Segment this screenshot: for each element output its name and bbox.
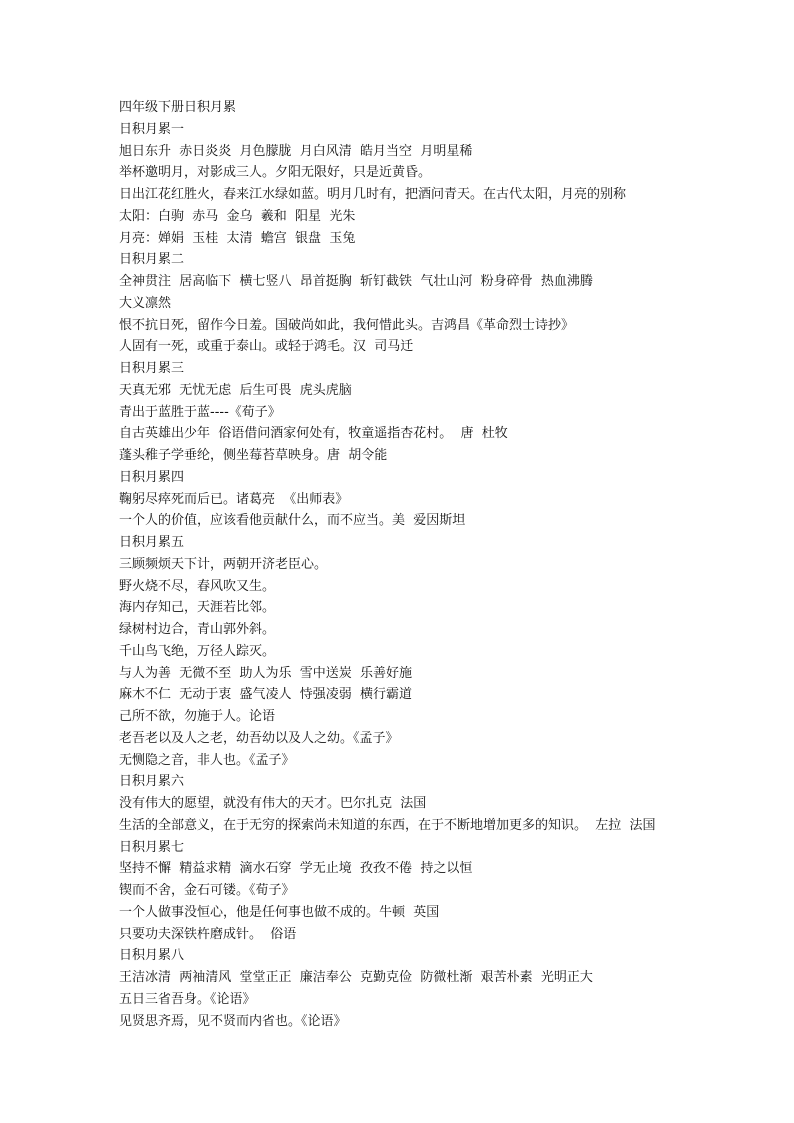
text-line: 一个人做事没恒心，他是任何事也做不成的。牛顿 英国 [119,904,440,920]
text-line: 麻木不仁 无动于衷 盛气凌人 恃强凌弱 横行霸道 [119,687,413,703]
text-line: 野火烧不尽，春风吹又生。 [119,578,276,594]
text-line: 没有伟大的愿望，就没有伟大的天才。巴尔扎克 法国 [119,796,427,811]
text-line: 自古英雄出少年 俗语借问酒家何处有，牧童遥指杏花村。 唐 杜牧 [119,426,508,442]
text-line: 千山鸟飞绝，万径人踪灭。 [119,643,276,659]
text-line: 大义凛然 [119,295,172,311]
text-line: 青出于蓝胜于蓝----《荀子》 [119,404,281,420]
text-line: 旭日东升 赤日炎炎 月色朦胧 月白风清 皓月当空 月明星稀 [119,143,473,159]
text-line: 与人为善 无微不至 助人为乐 雪中送炭 乐善好施 [119,665,413,681]
text-line: 只要功夫深铁杵磨成针。 俗语 [119,926,297,942]
text-line: 鞠躬尽瘁死而后已。诸葛亮 《出师表》 [119,491,349,507]
text-line: 举杯邀明月，对影成三人。夕阳无限好，只是近黄昏。 [119,165,432,181]
text-line: 人固有一死，或重于泰山。或轻于鸿毛。汉 司马迁 [119,339,414,355]
text-line: 绿树村边合，青山郭外斜。 [119,622,276,637]
text-line: 见贤思齐焉，见不贤而内省也。《论语》 [119,1013,347,1029]
text-line: 三顾频烦天下计，两朝开济老臣心。 [119,556,328,572]
text-line: 己所不欲，勿施于人。论语 [119,709,276,724]
section-heading: 日积月累五 [119,535,185,550]
text-line: 一个人的价值，应该看他贡献什么，而不应当。美 爱因斯坦 [119,513,466,529]
text-line: 五日三省吾身。《论语》 [119,991,256,1007]
text-line: 月亮：婵娟 玉桂 太清 蟾宫 银盘 玉兔 [119,230,356,246]
text-line: 天真无邪 无忧无虑 后生可畏 虎头虎脑 [119,382,352,398]
section-heading: 日积月累一 [119,121,185,137]
text-line: 王洁冰清 两袖清风 堂堂正正 廉洁奉公 克勤克俭 防微杜渐 艰苦朴素 光明正大 [119,970,593,985]
text-line: 蓬头稚子学垂纶，侧坐莓苔草映身。唐 胡令能 [119,448,388,463]
section-heading: 日积月累二 [119,252,185,268]
text-line: 日出江花红胜火，春来江水绿如蓝。明月几时有，把酒问青天。在古代太阳，月亮的别称 [119,187,627,202]
text-line: 全神贯注 居高临下 横七竖八 昂首挺胸 斩钉截铁 气壮山河 粉身碎骨 热血沸腾 [119,274,593,289]
text-line: 坚持不懈 精益求精 滴水石穿 学无止境 孜孜不倦 持之以恒 [119,861,473,877]
text-line: 老吾老以及人之老，幼吾幼以及人之幼。《孟子》 [119,730,399,746]
text-line: 太阳：白驹 赤马 金乌 羲和 阳星 光朱 [119,208,356,224]
text-line: 无恻隐之音，非人也。《孟子》 [119,752,295,768]
text-line: 海内存知己，天涯若比邻。 [119,600,276,616]
section-heading: 日积月累三 [119,361,185,376]
section-heading: 日积月累八 [119,948,185,964]
text-line: 恨不抗日死，留作今日羞。国破尚如此，我何惜此头。吉鸿昌《革命烈士诗抄》 [119,317,575,333]
text-line: 锲而不舍，金石可镂。《荀子》 [119,883,295,898]
section-heading: 日积月累四 [119,469,185,485]
document-body [119,97,679,1032]
document-title: 四年级下册日积月累 [119,100,237,115]
text-line: 生活的全部意义，在于无穷的探索尚未知道的东西，在于不断地增加更多的知识。 左拉 法国 [119,817,656,833]
section-heading: 日积月累七 [119,839,185,855]
section-heading: 日积月累六 [119,774,185,790]
